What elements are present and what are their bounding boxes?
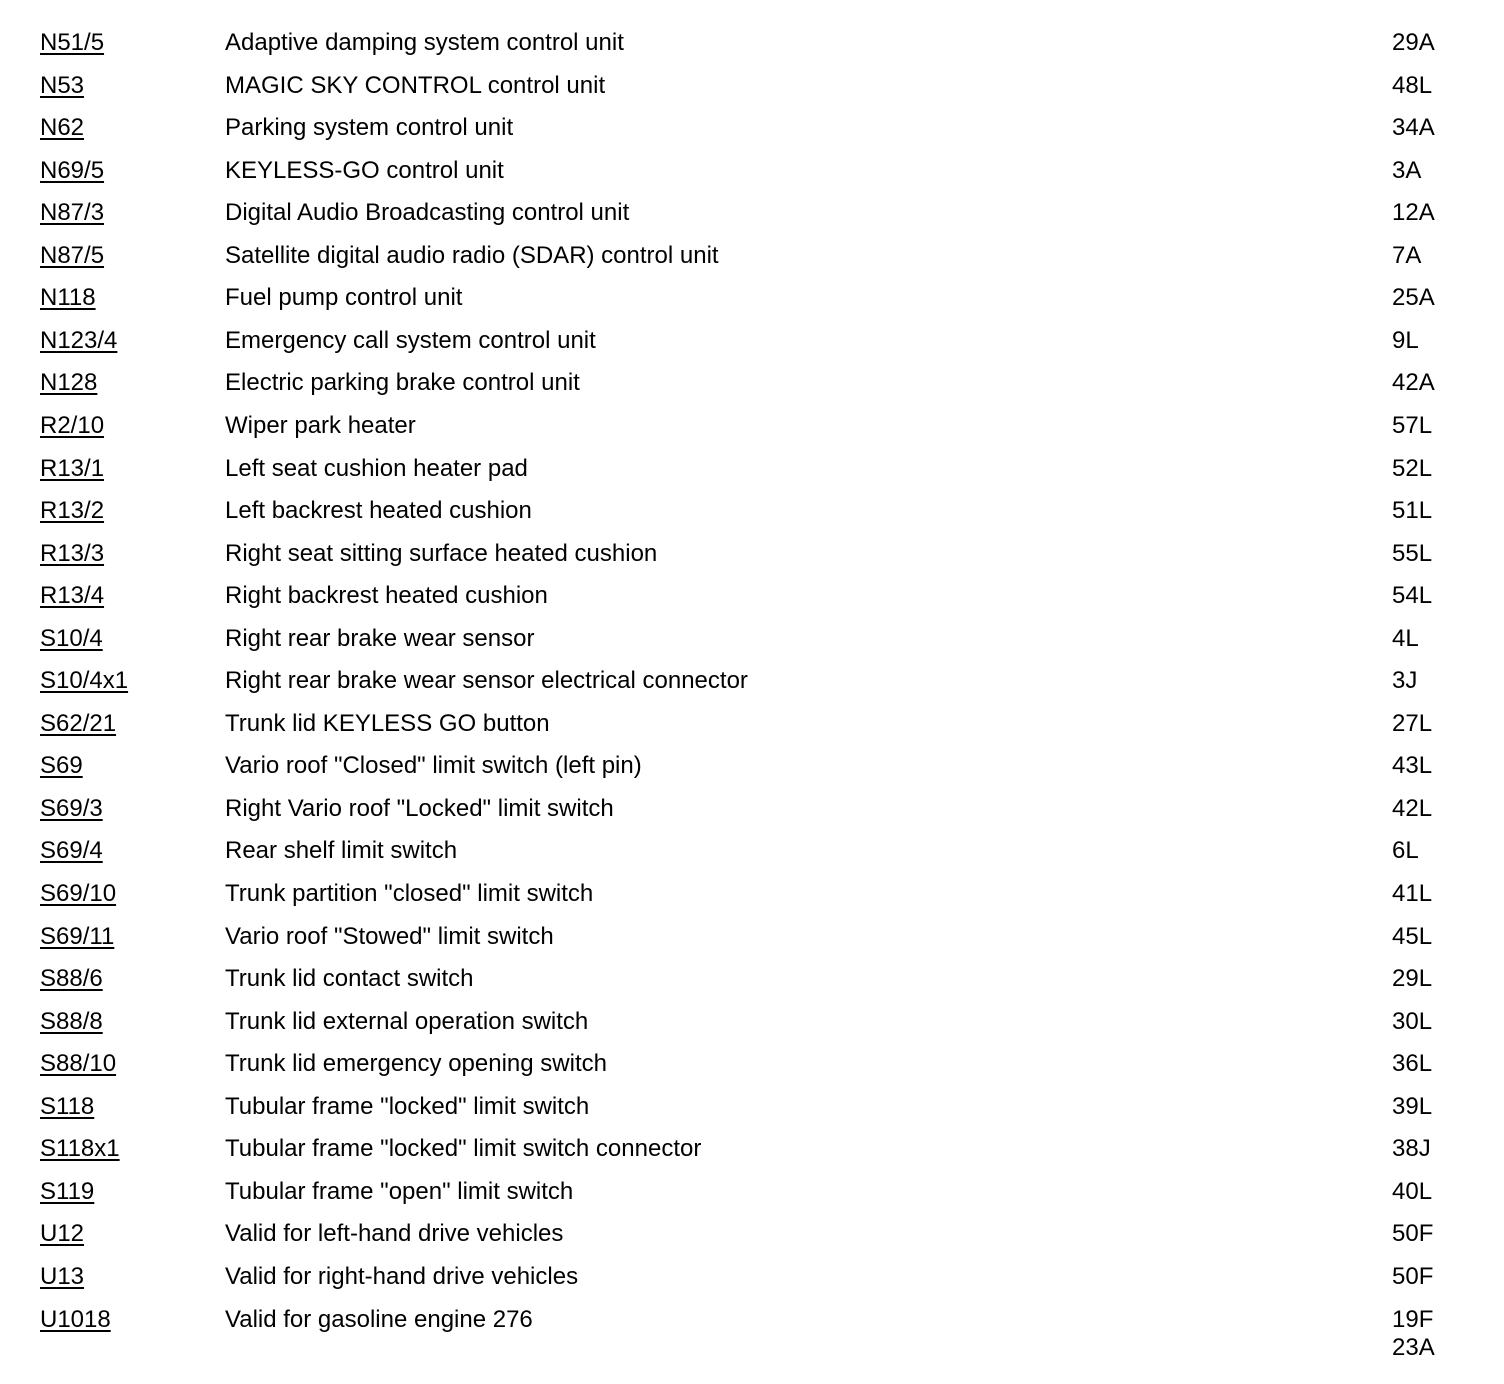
grid-location	[1392, 667, 1417, 695]
component-description: Trunk lid external operation switch	[225, 1007, 589, 1035]
grid-location	[1392, 1050, 1432, 1078]
grid-location-value: 3A	[1392, 156, 1422, 184]
component-code-link[interactable]: S69/11	[40, 922, 115, 950]
grid-location-value: 7A	[1392, 241, 1422, 269]
grid-location	[1392, 29, 1435, 57]
grid-location-value: 55L	[1392, 539, 1433, 567]
grid-location-value: 30L	[1392, 1007, 1433, 1035]
component-code-link[interactable]: R13/1	[40, 454, 105, 482]
component-code-link[interactable]: U1018	[40, 1305, 111, 1333]
component-code-link[interactable]: S69/4	[40, 837, 103, 865]
grid-location	[1392, 199, 1435, 227]
legend-row	[0, 1178, 1504, 1220]
component-code-link[interactable]: N53	[40, 71, 85, 99]
grid-location	[1392, 369, 1435, 397]
grid-location	[1392, 412, 1432, 440]
grid-location	[1392, 1008, 1432, 1036]
grid-location-value: 4L	[1392, 624, 1419, 652]
legend-row	[0, 1008, 1504, 1050]
component-description: Trunk lid contact switch	[225, 965, 474, 993]
legend-row	[0, 114, 1504, 156]
grid-location-value: 40L	[1392, 1177, 1433, 1205]
component-description: Trunk partition "closed" limit switch	[225, 880, 594, 907]
component-description: Trunk lid emergency opening switch	[225, 1050, 607, 1078]
component-description: Left seat cushion heater pad	[225, 454, 528, 482]
component-description: Emergency call system control unit	[225, 326, 596, 354]
component-description: MAGIC SKY CONTROL control unit	[225, 71, 606, 99]
component-code-link[interactable]: S88/10	[40, 1050, 117, 1078]
component-code-link[interactable]: S88/6	[40, 965, 103, 993]
grid-location	[1392, 242, 1421, 270]
grid-location	[1392, 582, 1432, 610]
component-code-link[interactable]: S62/21	[40, 709, 117, 737]
component-description: Left backrest heated cushion	[225, 497, 532, 524]
component-code-link[interactable]: S69	[40, 752, 83, 780]
grid-location	[1392, 1306, 1435, 1362]
component-code-link[interactable]: S118x1	[40, 1135, 120, 1163]
component-code-link[interactable]: S88/8	[40, 1007, 103, 1035]
grid-location-value: 57L	[1392, 411, 1433, 439]
legend-row	[0, 667, 1504, 709]
legend-row	[0, 412, 1504, 454]
component-description: Valid for right-hand drive vehicles	[225, 1262, 579, 1290]
grid-location	[1392, 114, 1435, 142]
grid-location-value: 38J	[1392, 1135, 1431, 1163]
legend-row	[0, 837, 1504, 879]
component-description: Digital Audio Broadcasting control unit	[225, 199, 630, 227]
component-description: Adaptive damping system control unit	[225, 29, 624, 56]
legend-row	[0, 582, 1504, 624]
grid-location-value: 19F	[1392, 1305, 1434, 1333]
grid-location-value: 27L	[1392, 709, 1433, 737]
grid-location	[1392, 1263, 1433, 1291]
grid-location	[1392, 540, 1432, 568]
component-code-link[interactable]: R13/3	[40, 539, 105, 567]
grid-location-value: 29L	[1392, 965, 1433, 993]
legend-row	[0, 965, 1504, 1007]
grid-location	[1392, 710, 1432, 738]
component-code-link[interactable]: N69/5	[40, 156, 105, 184]
component-description: Fuel pump control unit	[225, 284, 463, 312]
component-code-link[interactable]: U13	[40, 1262, 85, 1290]
legend-row	[0, 327, 1504, 369]
grid-location-value: 3J	[1392, 667, 1418, 695]
legend-row	[0, 199, 1504, 241]
component-code-link[interactable]: U12	[40, 1220, 85, 1248]
component-description: Trunk lid KEYLESS GO button	[225, 709, 550, 737]
component-code-link[interactable]: S69/3	[40, 794, 103, 822]
grid-location-value: 50F	[1392, 1262, 1434, 1290]
legend-row	[0, 455, 1504, 497]
component-description: Vario roof "Stowed" limit switch	[225, 922, 554, 950]
legend-row	[0, 880, 1504, 922]
legend-row	[0, 497, 1504, 539]
grid-location-value: 51L	[1392, 497, 1433, 524]
grid-location-value: 25A	[1392, 284, 1435, 312]
grid-location-value: 42L	[1392, 794, 1433, 822]
grid-location	[1392, 1220, 1433, 1248]
component-code-link[interactable]: N128	[40, 369, 98, 397]
component-description: Right seat sitting surface heated cushion	[225, 539, 658, 567]
legend-row	[0, 284, 1504, 326]
component-description: Vario roof "Closed" limit switch (left pin)	[225, 752, 642, 780]
legend-row	[0, 710, 1504, 752]
grid-location	[1392, 923, 1432, 951]
grid-location-value: 54L	[1392, 582, 1433, 610]
component-code-link[interactable]: S119	[40, 1177, 95, 1205]
component-description: Tubular frame "locked" limit switch	[225, 1092, 590, 1120]
grid-location	[1392, 72, 1432, 100]
legend-row	[0, 1220, 1504, 1262]
component-description: KEYLESS-GO control unit	[225, 156, 504, 184]
legend-row	[0, 540, 1504, 582]
grid-location	[1392, 752, 1432, 780]
grid-location-value: 43L	[1392, 752, 1433, 780]
grid-location-value: 45L	[1392, 922, 1433, 950]
grid-location-value: 52L	[1392, 454, 1433, 482]
grid-location-value: 42A	[1392, 369, 1435, 397]
grid-location	[1392, 327, 1419, 355]
legend-row	[0, 242, 1504, 284]
legend-row	[0, 29, 1504, 71]
component-code-link[interactable]: S10/4x1	[40, 667, 129, 695]
grid-location	[1392, 1178, 1432, 1206]
grid-location-value: 34A	[1392, 114, 1435, 142]
component-description: Satellite digital audio radio (SDAR) control unit	[225, 241, 719, 269]
grid-location-value: 6L	[1392, 837, 1419, 865]
component-code-link[interactable]: N62	[40, 114, 85, 142]
legend-row	[0, 752, 1504, 794]
component-code-link[interactable]: N51/5	[40, 29, 105, 56]
grid-location-value: 50F	[1392, 1220, 1434, 1248]
component-description: Right backrest heated cushion	[225, 582, 548, 610]
component-description: Right rear brake wear sensor	[225, 624, 535, 652]
grid-location	[1392, 1093, 1432, 1121]
grid-location	[1392, 455, 1432, 483]
component-code-link[interactable]: S69/10	[40, 880, 117, 907]
component-description: Electric parking brake control unit	[225, 369, 580, 397]
component-code-link[interactable]: R13/2	[40, 497, 105, 524]
legend-row	[0, 625, 1504, 667]
legend-row	[0, 157, 1504, 199]
component-description: Tubular frame "open" limit switch	[225, 1177, 574, 1205]
grid-location	[1392, 157, 1421, 185]
component-description: Right Vario roof "Locked" limit switch	[225, 794, 614, 822]
legend-row	[0, 72, 1504, 114]
legend-row	[0, 923, 1504, 965]
legend-row	[0, 1135, 1504, 1177]
grid-location	[1392, 965, 1432, 993]
grid-location-value: 23A	[1392, 1333, 1435, 1361]
component-description: Tubular frame "locked" limit switch connector	[225, 1135, 702, 1163]
component-description: Parking system control unit	[225, 114, 514, 142]
legend-row	[0, 1093, 1504, 1135]
grid-location-value: 36L	[1392, 1050, 1433, 1078]
component-code-link[interactable]: N87/5	[40, 241, 105, 269]
grid-location	[1392, 795, 1432, 823]
component-code-link[interactable]: N87/3	[40, 199, 105, 227]
component-description: Rear shelf limit switch	[225, 837, 458, 865]
legend-row	[0, 795, 1504, 837]
component-code-link[interactable]: S118	[40, 1092, 95, 1120]
legend-row	[0, 1050, 1504, 1092]
grid-location-value: 12A	[1392, 199, 1435, 227]
component-description: Valid for left-hand drive vehicles	[225, 1220, 564, 1248]
legend-row	[0, 369, 1504, 411]
component-code-link[interactable]: S10/4	[40, 624, 103, 652]
legend-row	[0, 1263, 1504, 1305]
component-description: Right rear brake wear sensor electrical connector	[225, 667, 748, 695]
component-description: Valid for gasoline engine 276	[225, 1305, 533, 1333]
grid-location	[1392, 1135, 1431, 1163]
grid-location-value: 29A	[1392, 29, 1435, 56]
grid-location-value: 48L	[1392, 71, 1433, 99]
component-code-link[interactable]: R2/10	[40, 411, 105, 439]
grid-location	[1392, 880, 1432, 908]
component-description: Wiper park heater	[225, 411, 416, 439]
component-code-link[interactable]: R13/4	[40, 582, 105, 610]
grid-location	[1392, 497, 1432, 525]
grid-location	[1392, 625, 1419, 653]
grid-location-value: 41L	[1392, 880, 1433, 907]
component-code-link[interactable]: N123/4	[40, 326, 118, 354]
grid-location	[1392, 284, 1435, 312]
legend-row	[0, 1305, 1504, 1361]
grid-location-value: 39L	[1392, 1092, 1433, 1120]
component-code-link[interactable]: N118	[40, 284, 96, 312]
grid-location-value: 9L	[1392, 326, 1419, 354]
grid-location	[1392, 837, 1419, 865]
